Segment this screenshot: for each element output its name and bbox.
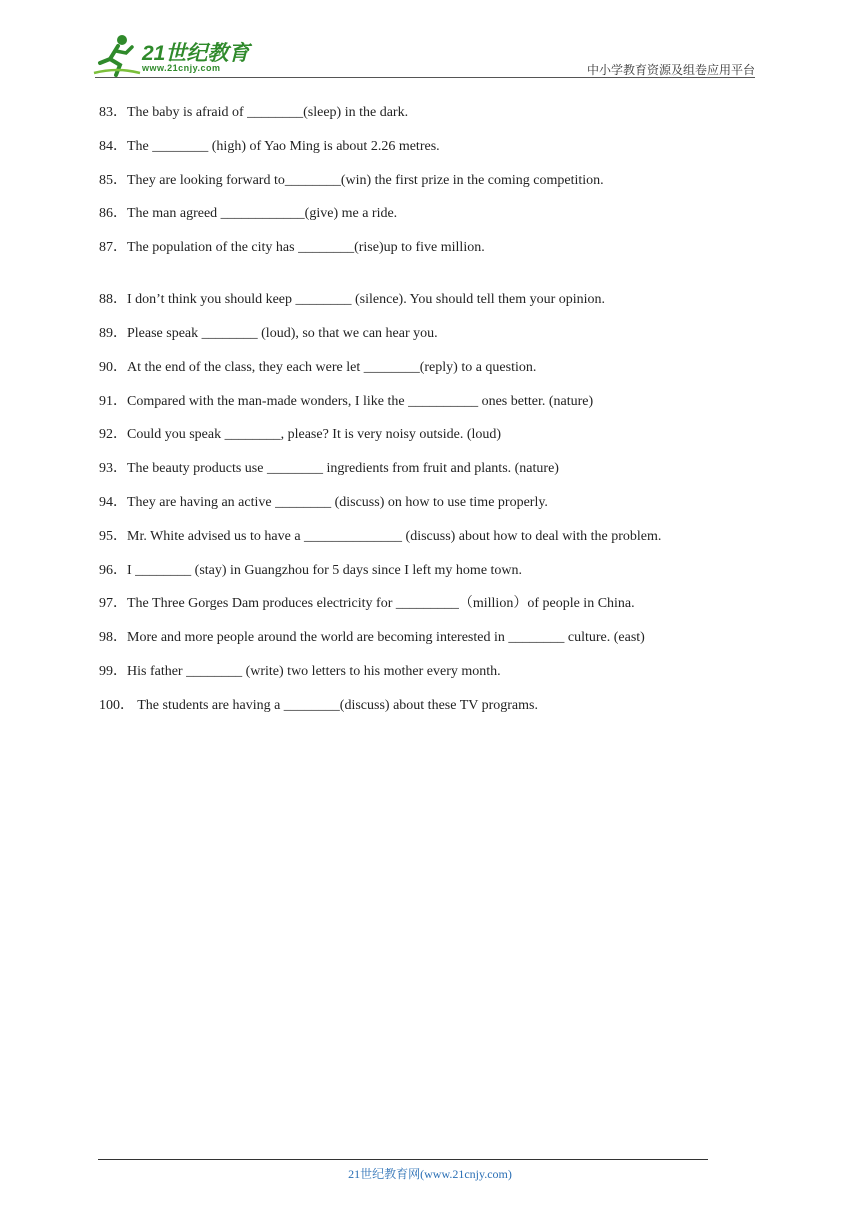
question-text: The ________ (high) of Yao Ming is about 2.26 metres. <box>127 138 440 154</box>
question-number: 95． <box>99 528 127 544</box>
question-number: 84． <box>99 138 127 154</box>
question-text: I ________ (stay) in Guangzhou for 5 days since I left my home town. <box>127 562 523 578</box>
question-item <box>99 104 779 122</box>
question-text: Could you speak ________, please? It is very noisy outside. (loud) <box>127 427 502 443</box>
question-text: The baby is afraid of ________(sleep) in the dark. <box>127 105 409 120</box>
question-number: 88． <box>99 292 127 308</box>
question-item <box>99 138 779 156</box>
question-number: 87． <box>99 240 127 256</box>
question-text: The population of the city has ________(rise)up to five million. <box>127 240 485 256</box>
question-number: 91． <box>99 393 127 409</box>
footer-link[interactable]: 21世纪教育网(www.21cnjy.com) <box>348 1167 512 1181</box>
question-item <box>99 393 779 411</box>
question-text: Please speak ________ (loud), so that we can hear you. <box>127 325 438 341</box>
site-logo <box>92 33 262 79</box>
question-text: His father ________ (write) two letters to his mother every month. <box>127 663 501 679</box>
question-number: 97． <box>99 596 127 612</box>
runner-logo-icon <box>92 33 142 77</box>
question-text: Mr. White advised us to have a ______________ (discuss) about how to deal with the problem. <box>127 528 662 544</box>
question-text: I don’t think you should keep ________ (silence). You should tell them your opinion. <box>127 292 606 308</box>
question-item <box>99 595 779 613</box>
question-number: 100． <box>99 697 134 713</box>
question-number: 85． <box>99 172 127 188</box>
question-text: The man agreed ____________(give) me a ride. <box>127 206 398 222</box>
question-item <box>99 629 779 647</box>
question-item <box>99 562 779 580</box>
question-item <box>99 325 779 343</box>
question-item <box>99 426 779 444</box>
question-item <box>99 205 779 223</box>
question-text: They are looking forward to________(win) the first prize in the coming competition. <box>127 172 604 188</box>
question-text: At the end of the class, they each were let ________(reply) to a question. <box>127 359 537 375</box>
question-item <box>99 460 779 478</box>
question-item <box>99 359 779 377</box>
footer-divider <box>98 1159 708 1160</box>
logo-url: www.21cnjy.com <box>142 63 221 73</box>
question-number: 92． <box>99 427 127 443</box>
question-text: The students are having a ________(discuss) about these TV programs. <box>134 697 538 713</box>
question-item <box>99 239 779 257</box>
header-divider <box>95 77 755 78</box>
question-list <box>99 104 779 731</box>
question-text: More and more people around the world are becoming interested in ________ culture. (east) <box>127 630 645 646</box>
question-number: 86． <box>99 206 127 222</box>
site-title: 中小学教育资源及组卷应用平台 <box>586 63 755 77</box>
question-text: They are having an active ________ (discuss) on how to use time properly. <box>127 494 548 510</box>
logo-text: 21世纪教育 <box>142 42 250 65</box>
question-number: 99． <box>99 663 127 679</box>
question-item <box>99 528 779 546</box>
question-text: The beauty products use ________ ingredients from fruit and plants. (nature) <box>127 461 559 477</box>
question-number: 83． <box>99 105 127 120</box>
question-number: 98． <box>99 630 127 646</box>
question-item <box>99 663 779 681</box>
question-number: 89． <box>99 325 127 341</box>
question-item <box>99 172 779 190</box>
question-number: 93． <box>99 461 127 477</box>
question-number: 90． <box>99 359 127 375</box>
question-text: The Three Gorges Dam produces electricity for _________（million）of people in China. <box>127 596 635 612</box>
page-header <box>0 0 860 80</box>
question-item <box>99 494 779 512</box>
question-item <box>99 291 779 309</box>
question-number: 94． <box>99 494 127 510</box>
question-text: Compared with the man-made wonders, I like the __________ ones better. (nature) <box>127 393 594 409</box>
question-item <box>99 697 779 715</box>
question-number: 96． <box>99 562 127 578</box>
